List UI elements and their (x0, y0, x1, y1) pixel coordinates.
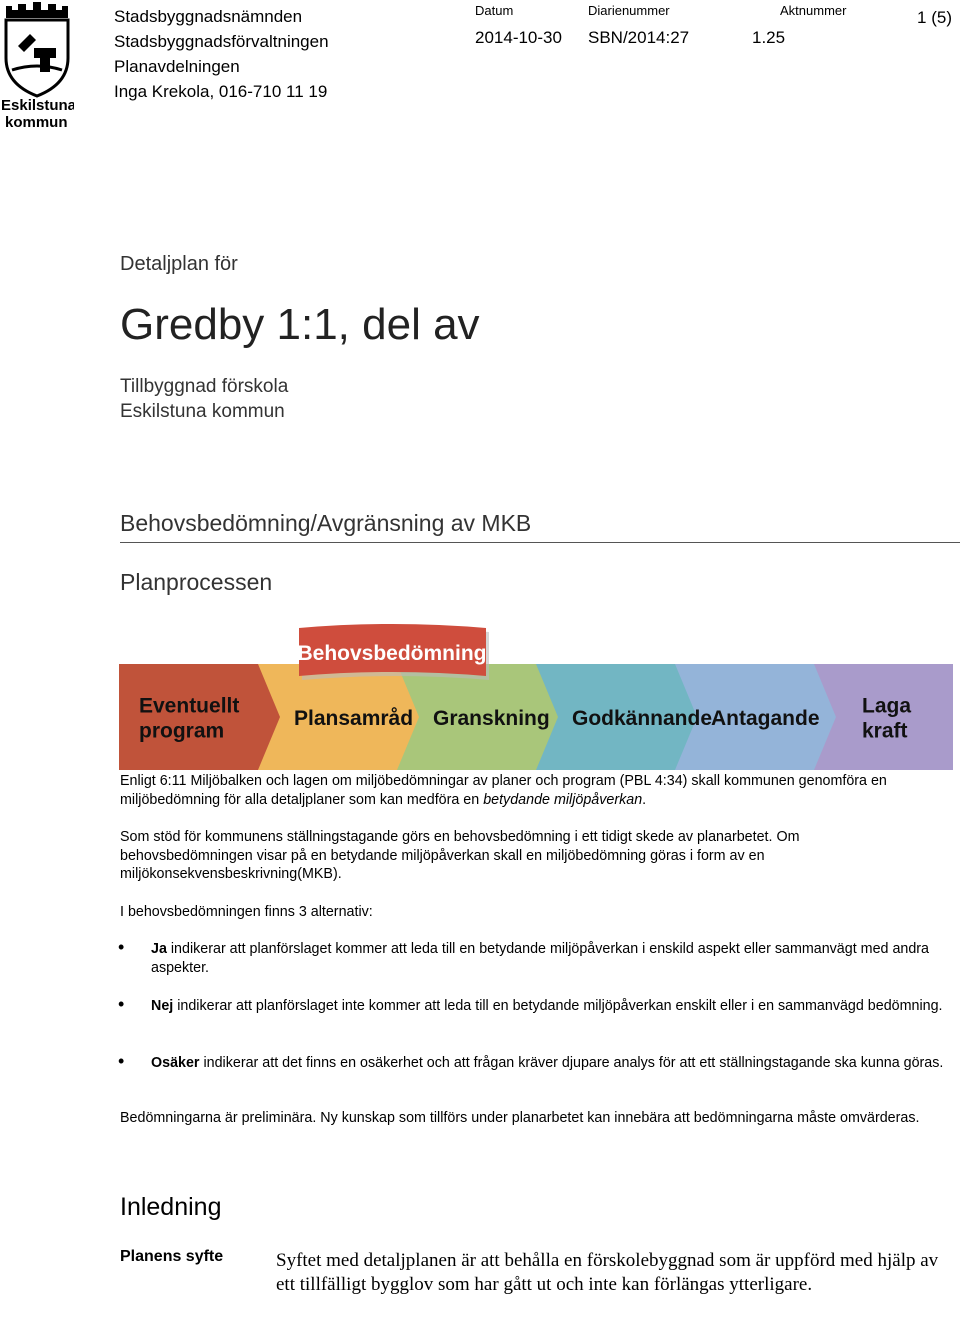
bullet-text: indikerar att planförslaget kommer att leda till en betydande miljöpåverkan i enskild aspekt eller sammanvägt med andra aspekter. (151, 941, 930, 976)
emphasis-text: betydande miljöpåverkan (483, 791, 643, 808)
document-subtitle (120, 374, 288, 424)
subtitle-line: Eskilstuna kommun (120, 401, 285, 422)
bullet-item (151, 940, 951, 977)
purpose-label: Planens syfte (120, 1248, 224, 1265)
paragraph-alternatives: I behovsbedömningen finns 3 alternativ: (120, 904, 373, 920)
organization-block (114, 4, 329, 104)
diary-label: Diarienummer (588, 3, 670, 18)
bullet-item (151, 1054, 951, 1073)
assessment-badge (297, 624, 489, 680)
process-step-label: kraft (862, 719, 908, 743)
section-divider (120, 542, 960, 543)
date-label: Datum (475, 3, 514, 18)
process-diagram (119, 620, 953, 770)
paragraph-preliminary: Bedömningarna är preliminära. Ny kunskap som tillförs under planarbetet kan innebära att bedömningarna måste omvärderas. (120, 1110, 920, 1126)
org-line: Planavdelningen (114, 57, 240, 76)
paragraph-text: . (642, 791, 647, 808)
document-title: Gredby 1:1, del av (120, 300, 480, 349)
section-heading-assessment: Behovsbedömning/Avgränsning av MKB (120, 510, 532, 536)
purpose-text: Syftet med detaljplanen är att behålla en förskolebyggnad som är uppförd med hjälp av ett tillfälligt bygglov som har gått ut och inte kan förlängas ytterligare. (276, 1250, 939, 1295)
act-label: Aktnummer (780, 3, 847, 18)
bullet-dot: • (118, 937, 125, 957)
paragraph-support: Som stöd för kommunens ställningstagande görs en behovsbedömning i ett tidigt skede av planarbetet. Om behovsbedömningen visar på en betydande miljöpåverkan skall en miljöbedömning göras i form av en miljökonsekvensbeskrivning(MKB). (120, 829, 800, 882)
bullet-keyword: Nej (151, 998, 174, 1014)
paragraph-intro (120, 772, 920, 809)
process-step-label: Antagande (711, 707, 820, 730)
section-heading-intro: Inledning (120, 1193, 222, 1221)
process-step-label: Eventuellt (139, 694, 240, 718)
bullet-keyword: Osäker (151, 1055, 200, 1071)
bullet-text: indikerar att det finns en osäkerhet och att frågan kräver djupare analys för att ett ställningstagande ska kunna göras. (199, 1055, 944, 1071)
paragraph-text: Enligt 6:11 Miljöbalken och lagen om miljöbedömningar av planer och program (PBL 4:34) skall kommunen genomföra en miljöbedömning för alla detaljplaner som kan medföra en (120, 773, 887, 808)
act-value: 1.25 (752, 28, 786, 47)
process-step-label: Granskning (433, 707, 550, 730)
page-number: 1 (5) (917, 8, 952, 27)
document-pretitle: Detaljplan för (120, 253, 238, 275)
process-step-label: Godkännande (572, 707, 713, 730)
bullet-dot: • (118, 994, 125, 1014)
bullet-text: indikerar att planförslaget inte kommer att leda till en betydande miljöpåverkan enskilt eller i en sammanvägd bedömning. (173, 998, 943, 1014)
diary-value: SBN/2014:27 (588, 28, 690, 47)
process-step-label: program (139, 719, 225, 743)
process-step-label: Plansamråd (294, 707, 414, 730)
logo-text-1: Eskilstuna (1, 97, 74, 114)
subtitle-line: Tillbyggnad förskola (120, 376, 289, 397)
section-heading-process: Planprocessen (120, 569, 273, 595)
org-line: Inga Krekola, 016-710 11 19 (114, 82, 328, 101)
assessment-badge-label: Behovsbedömning (297, 642, 487, 665)
bullet-dot: • (118, 1051, 125, 1071)
municipality-logo (0, 0, 74, 130)
bullet-keyword: Ja (151, 941, 167, 957)
org-line: Stadsbyggnadsnämnden (114, 7, 303, 26)
bullet-item (151, 997, 951, 1016)
date-value: 2014-10-30 (475, 28, 562, 47)
process-step-label: Laga (862, 694, 912, 718)
org-line: Stadsbyggnadsförvaltningen (114, 32, 329, 51)
logo-text-2: kommun (5, 114, 68, 130)
